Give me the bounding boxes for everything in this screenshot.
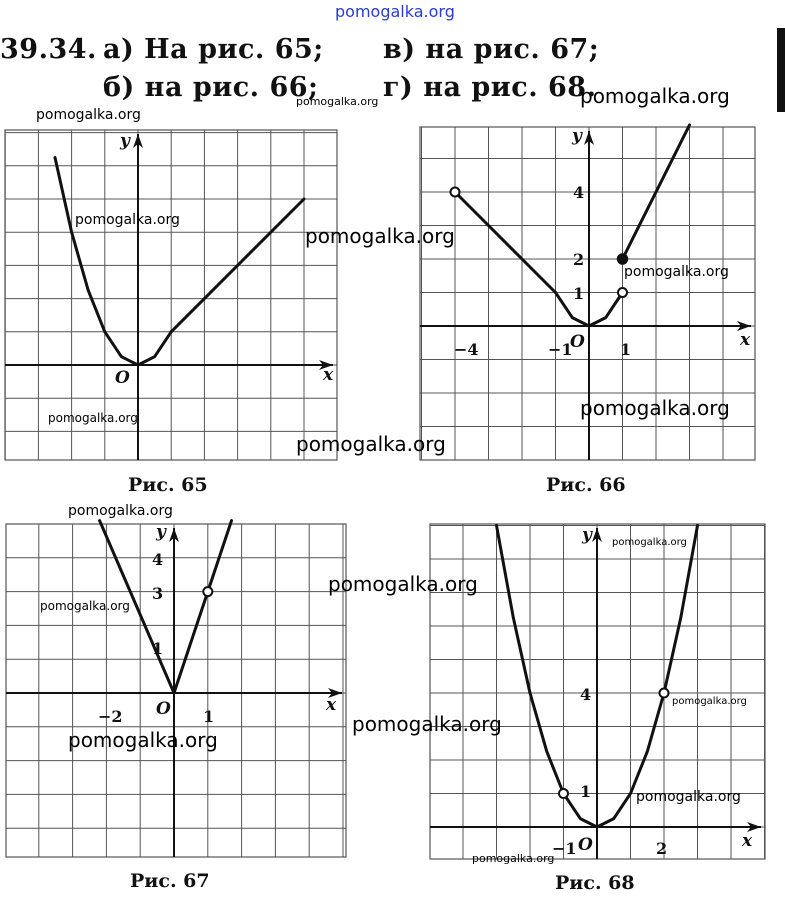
graph-curve-1 — [55, 158, 171, 366]
watermark: pomogalka.org — [612, 537, 687, 548]
page-edge-bar — [777, 28, 785, 112]
x-tick-label: −1 — [552, 839, 577, 858]
closed-point — [618, 254, 628, 264]
watermark: pomogalka.org — [48, 411, 138, 425]
watermark: pomogalka.org — [636, 789, 741, 805]
origin-label: O — [570, 332, 585, 352]
watermark: pomogalka.org — [40, 599, 130, 613]
y-tick-label: 3 — [152, 584, 164, 603]
origin-label: O — [578, 835, 593, 855]
watermark: pomogalka.org — [580, 84, 730, 108]
open-point — [203, 587, 212, 596]
y-tick-label: 1 — [152, 639, 164, 658]
graph-fig-68 — [430, 524, 765, 859]
x-axis-label: x — [740, 330, 751, 350]
open-point — [660, 689, 669, 698]
y-tick-label: 1 — [573, 284, 585, 303]
y-tick-label: 4 — [573, 183, 585, 202]
x-tick-label: 1 — [203, 707, 215, 726]
open-point — [451, 188, 460, 197]
watermark: pomogalka.org — [352, 712, 502, 736]
graph-fig-67 — [6, 524, 346, 857]
y-tick-label: 4 — [152, 550, 164, 569]
caption-fig-68: Рис. 68 — [555, 872, 635, 894]
caption-fig-65: Рис. 65 — [128, 474, 208, 496]
x-tick-label: 1 — [620, 340, 632, 359]
watermark: pomogalka.org — [296, 432, 446, 456]
watermark: pomogalka.org — [672, 696, 747, 707]
watermark: pomogalka.org — [296, 95, 379, 108]
y-tick-label: 1 — [580, 782, 592, 801]
watermark: pomogalka.org — [75, 212, 180, 228]
x-axis-label: x — [326, 695, 337, 715]
y-axis-label: y — [156, 522, 166, 542]
caption-fig-66: Рис. 66 — [546, 474, 626, 496]
watermark: pomogalka.org — [68, 728, 218, 752]
y-axis-label: y — [572, 126, 582, 146]
y-axis-label: y — [120, 131, 130, 151]
watermark: pomogalka.org — [472, 852, 555, 865]
y-axis-label: y — [582, 525, 592, 545]
task-b: б) на рис. 66; — [103, 72, 319, 103]
watermark: pomogalka.org — [305, 224, 455, 248]
task-g: г) на рис. 68. — [383, 72, 597, 103]
open-point — [559, 789, 568, 798]
y-tick-label: 2 — [573, 250, 585, 269]
origin-label: O — [156, 699, 171, 719]
caption-fig-67: Рис. 67 — [130, 870, 210, 892]
watermark: pomogalka.org — [580, 396, 730, 420]
watermark: pomogalka.org — [624, 264, 729, 280]
y-tick-label: 4 — [580, 685, 592, 704]
watermark: pomogalka.org — [68, 503, 173, 519]
task-a: а) На рис. 65; — [103, 34, 324, 65]
x-axis-label: x — [742, 831, 753, 851]
x-tick-label: −1 — [548, 340, 573, 359]
x-tick-label: −4 — [454, 340, 479, 359]
graph-curve-1 — [455, 192, 556, 293]
exercise-number: 39.34. — [0, 34, 97, 65]
watermark-top: pomogalka.org — [335, 2, 455, 21]
open-point — [618, 288, 627, 297]
watermark: pomogalka.org — [328, 572, 478, 596]
watermark: pomogalka.org — [36, 107, 141, 123]
task-v: в) на рис. 67; — [383, 34, 600, 65]
x-axis-label: x — [323, 365, 334, 385]
graph-curve-2 — [174, 521, 232, 693]
x-tick-label: −2 — [98, 707, 123, 726]
origin-label: O — [115, 368, 130, 388]
x-tick-label: 2 — [656, 839, 668, 858]
